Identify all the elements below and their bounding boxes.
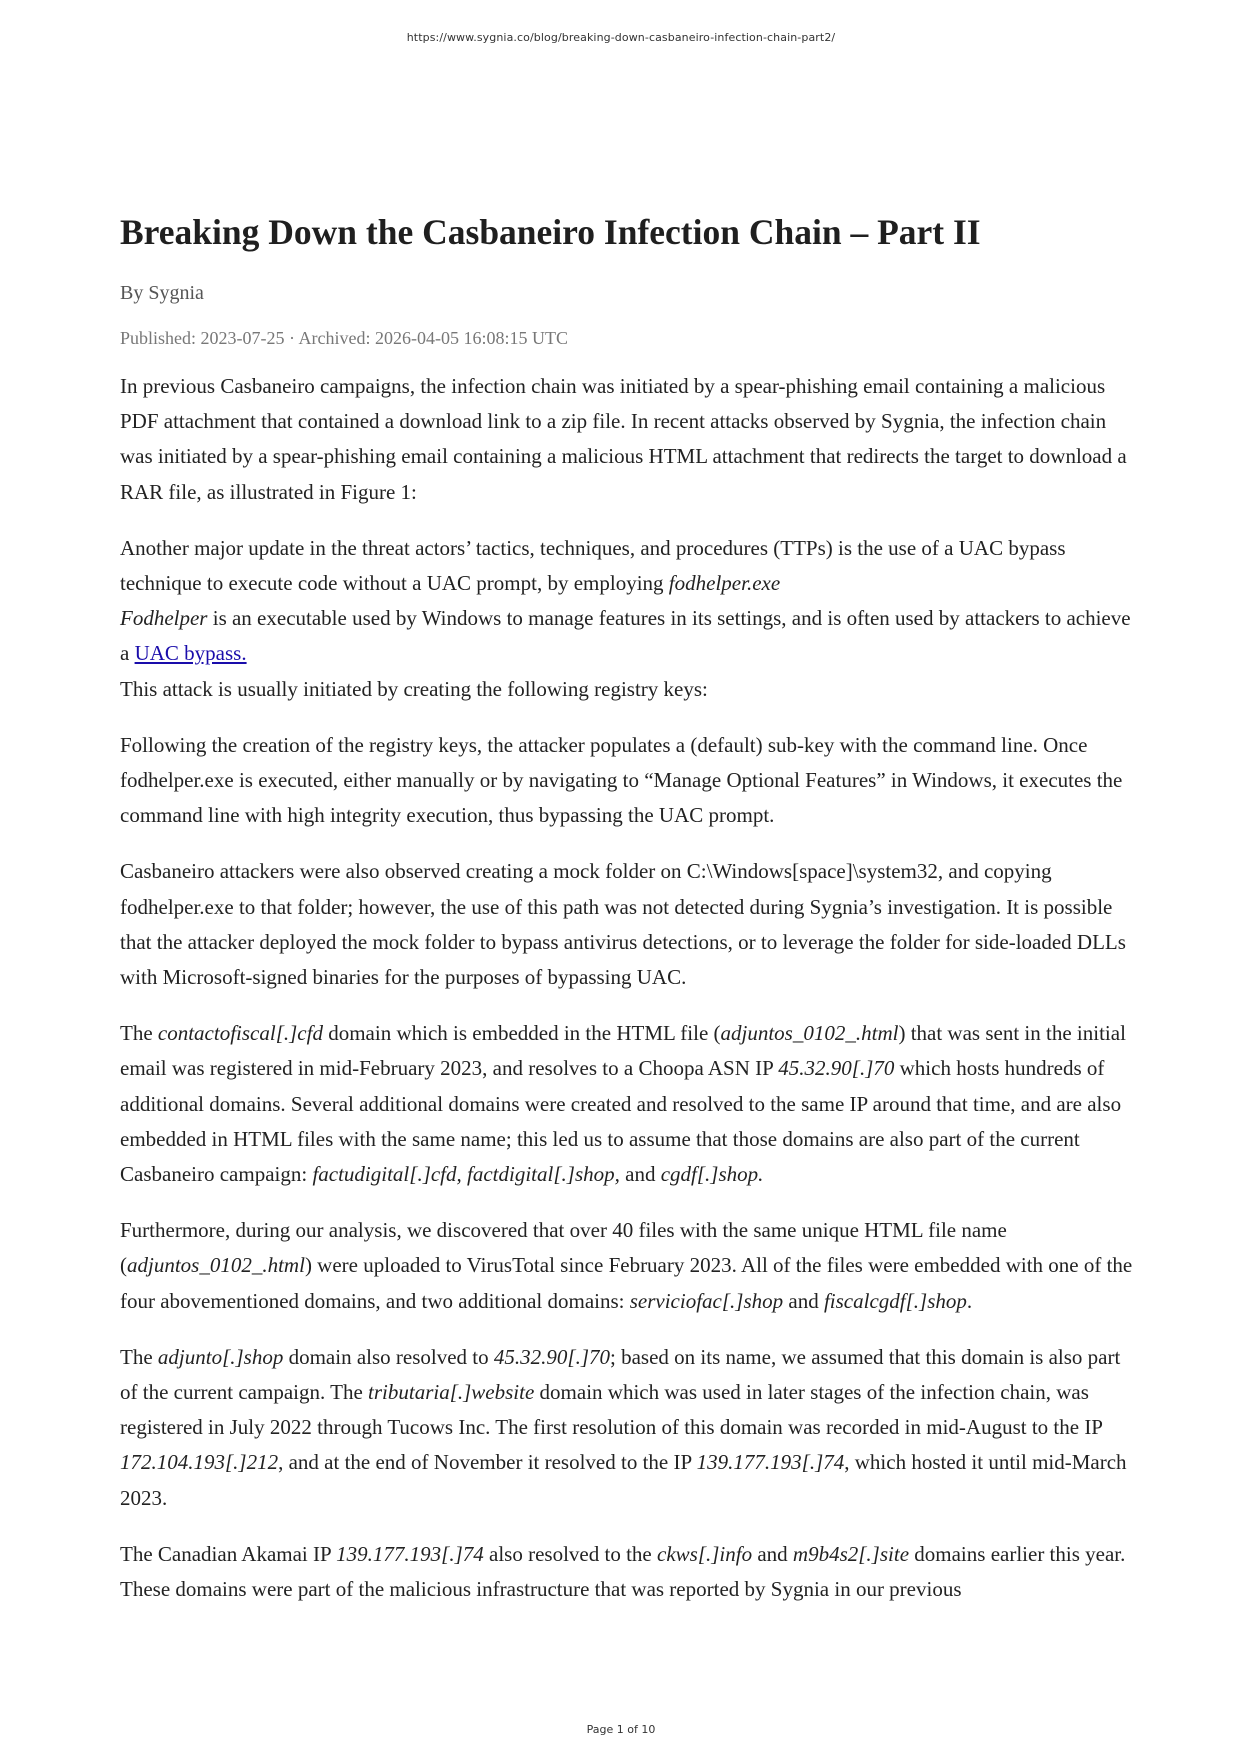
paragraph-3-text: is an executable used by Windows to manage features in its settings, and is often used by attackers to achieve a [120,606,1131,666]
p8-text-4: . [966,1288,973,1313]
p10-domain-m9b4s2: m9b4s2[.]site [792,1541,910,1566]
p9-ip-first: 172.104.193[.]212 [120,1450,279,1475]
p9-text-1: The [120,1344,158,1369]
paragraph-1: In previous Casbaneiro campaigns, the infection chain was initiated by a spear-phishing email containing a malicious PDF attachment that contained a download link to a zip file. In recent attacks observed by Sygnia, the infection chain was initiated by a spear-phishing email containing a malicious HTML attachment that redirects the target to download a RAR file, as illustrated in Figure 1: [120,374,1127,504]
page-url-header: https://www.sygnia.co/blog/breaking-down-casbaneiro-infection-chain-part2/ [406,31,836,44]
paragraph-10 [120,1537,1138,1607]
paragraph-3 [120,601,1138,671]
p8-text-2: ) were uploaded to VirusTotal since February 2023. All of the files were embedded with one of the four abovementioned domains, and two additional domains: [120,1253,1133,1313]
p7-text-3: ) that was sent in the initial email was registered in mid-February 2023, and resolves to a Choopa ASN IP [120,1021,1126,1081]
p9-text-3: ; based on its name, we assumed that this domain is also part of the current campaign. The [120,1344,1121,1405]
p7-text-1: The [120,1021,158,1046]
p7-domains-list: factudigital[.]cfd, factdigital[.]shop, [312,1162,620,1187]
paragraph-8 [120,1213,1138,1319]
p8-text-3: and [783,1288,824,1313]
p8-html-file: adjuntos_0102_.html [127,1253,305,1278]
paragraph-5: Following the creation of the registry keys, the attacker populates a (default) sub-key with the command line. Once fodhelper.exe is executed, either manually or by navigating to “Manage Optional Features” in Windows, it executes the command line with high integrity execution, thus bypassing the UAC prompt. [120,732,1123,828]
uac-bypass-link[interactable]: UAC bypass. [134,641,247,666]
paragraph-4: This attack is usually initiated by creating the following registry keys: [120,676,708,701]
article-body [120,369,1138,1607]
article-meta: Published: 2023-07-25 · Archived: 2026-04-05 16:08:15 UTC [120,328,568,348]
p9-ip-second: 139.177.193[.]74 [696,1450,845,1475]
p10-text-3: and [752,1541,793,1566]
p9-domain-adjunto: adjunto[.]shop [157,1344,284,1369]
p7-domain-contactofiscal: contactofiscal[.]cfd [157,1021,323,1046]
p9-text-4: domain which was used in later stages of the infection chain, was registered in July 2022 through Tucows Inc. The first resolution of this domain was recorded in mid-August to the IP [120,1380,1103,1440]
paragraph-9 [120,1340,1138,1516]
paragraph-3-emphasis: Fodhelper [120,606,208,631]
p9-text-6: , which hosted it until mid-March 2023. [120,1450,1127,1510]
p10-domain-ckws: ckws[.]info [657,1541,753,1566]
p10-ip-akamai: 139.177.193[.]74 [336,1541,484,1566]
p9-text-5: , and at the end of November it resolved to the IP [278,1450,697,1475]
p9-ip-choopa: 45.32.90[.]70 [493,1344,610,1369]
p7-text-2: domain which is embedded in the HTML file ( [322,1021,721,1046]
article-byline: By Sygnia [120,282,204,304]
page-number: Page 1 of 10 [586,1723,656,1736]
p10-text-4: domains earlier this year. These domains were part of the malicious infrastructure that was reported by Sygnia in our previous [120,1541,1126,1602]
paragraph-2 [120,531,1138,601]
p7-ip: 45.32.90[.]70 [778,1056,895,1081]
article [120,210,1138,1628]
paragraph-2-text: Another major update in the threat actors’ tactics, techniques, and procedures (TTPs) is the use of a UAC bypass technique to execute code without a UAC prompt, by employing [120,535,1066,596]
p10-text-1: The Canadian Akamai IP [120,1541,337,1566]
p10-text-2: also resolved to the [483,1541,657,1566]
paragraph-2-emphasis: fodhelper.exe [668,571,781,596]
p8-text-1: Furthermore, during our analysis, we discovered that over 40 files with the same unique HTML file name ( [120,1218,1007,1278]
p8-domain-serviciofac: serviciofac[.]shop [629,1288,784,1313]
p7-text-5: and [619,1162,661,1187]
p9-text-2: domain also resolved to [283,1344,494,1369]
paragraph-7 [120,1016,1138,1192]
p7-domain-cgdf: cgdf[.]shop. [660,1162,764,1187]
p9-domain-tributaria: tributaria[.]website [368,1380,535,1405]
article-title: Breaking Down the Casbaneiro Infection Chain – Part II [120,212,981,252]
p8-domain-fiscalcgdf: fiscalcgdf[.]shop [823,1288,967,1313]
p7-html-file: adjuntos_0102_.html [720,1021,899,1046]
paragraph-6: Casbaneiro attackers were also observed creating a mock folder on C:\Windows[space]\system32, and copying fodhelper.exe to that folder; however, the use of this path was not detected during Sygnia’s investigation. It is possible that the attacker deployed the mock folder to bypass antivirus detections, or to leverage the folder for side-loaded DLLs with Microsoft-signed binaries for the purposes of bypassing UAC. [120,859,1126,990]
p7-text-4: which hosts hundreds of additional domains. Several additional domains were created and resolved to the same IP around that time, and are also embedded in HTML files with the same name; this led us to assume that those domains are also part of the current Casbaneiro campaign: [120,1056,1122,1187]
